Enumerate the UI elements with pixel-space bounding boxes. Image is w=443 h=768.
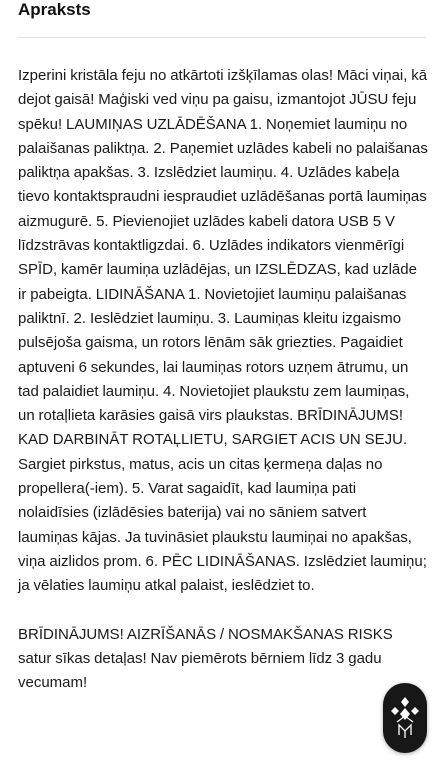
- description-paragraph: Izperini kristāla feju no atkārtoti izšķīlamas olas! Māci viņai, kā dejot gaisā! Maģiski ved viņu pa gaisu, izmantojot JŪSU feju spēku! LAUMIŅAS UZLĀDĒŠANA 1. Noņemiet laumiņu no palaišanas paliktņa. 2. Paņemiet uzlādes kabeli no palaišanas paliktņa apakšas. 3. Izslēdziet laumiņu. 4. Uzlādes kabeļa tievo kontaktspraudni iespraudiet uzlādēšanas portā laumiņas aizmugurē. 5. Pievienojiet uzlādes kabeli datora USB 5 V līdzstrāvas kontaktligzdai. 6. Uzlādes indikators vienmērīgi SPĪD, kamēr laumiņa uzlādējas, un IZSLĒDZAS, kad uzlāde ir pabeigta. LIDINĀŠANA 1. Novietojiet laumiņu palaišanas paliktnī. 2. Ieslēdziet laumiņu. 3. Laumiņas kleitu izgaismo pulsējoša gaisma, un rotors lēnām sāk griezties. Pagaidiet aptuveni 6 sekundes, lai laumiņas rotors uzņem ātrumu, un tad palaidiet laumiņu. 4. Novietojiet plaukstu zem laumiņas, un rotaļlieta karāsies gaisā virs plaukstas. BRĪDINĀJUMS! KAD DARBINĀT ROTAĻLIETU, SARGIET ACIS UN SEJU. Sargiet pirkstus, matus, acis un citas ķermeņa daļas no propellera(-iem). 5. Varat sagaidīt, kad laumiņa pati nolaidīsies (izlādēsies baterija) vai no sāniem satvert laumiņas kājas. Ja tuvināsiet plaukstu laumiņai no apakšas, viņa aizlidos prom. 6. PĒC LIDINĀŠANAS. Izslēdziet laumiņu; ja vēlaties laumiņu atkal palaist, ieslēdziet to.: [18, 67, 428, 595]
- warning-paragraph: BRĪDINĀJUMS! AIZRĪŠANĀS / NOSMAKŠANAS RISKS satur sīkas detaļas! Nav piemērots bērniem līdz 3 gadu vecumam!: [18, 625, 393, 692]
- description-content: [18, 64, 428, 695]
- brand-emblem-icon: [389, 695, 421, 741]
- floating-brand-button[interactable]: [383, 683, 427, 753]
- section-divider: [18, 37, 426, 38]
- section-title: Apraksts: [18, 0, 91, 19]
